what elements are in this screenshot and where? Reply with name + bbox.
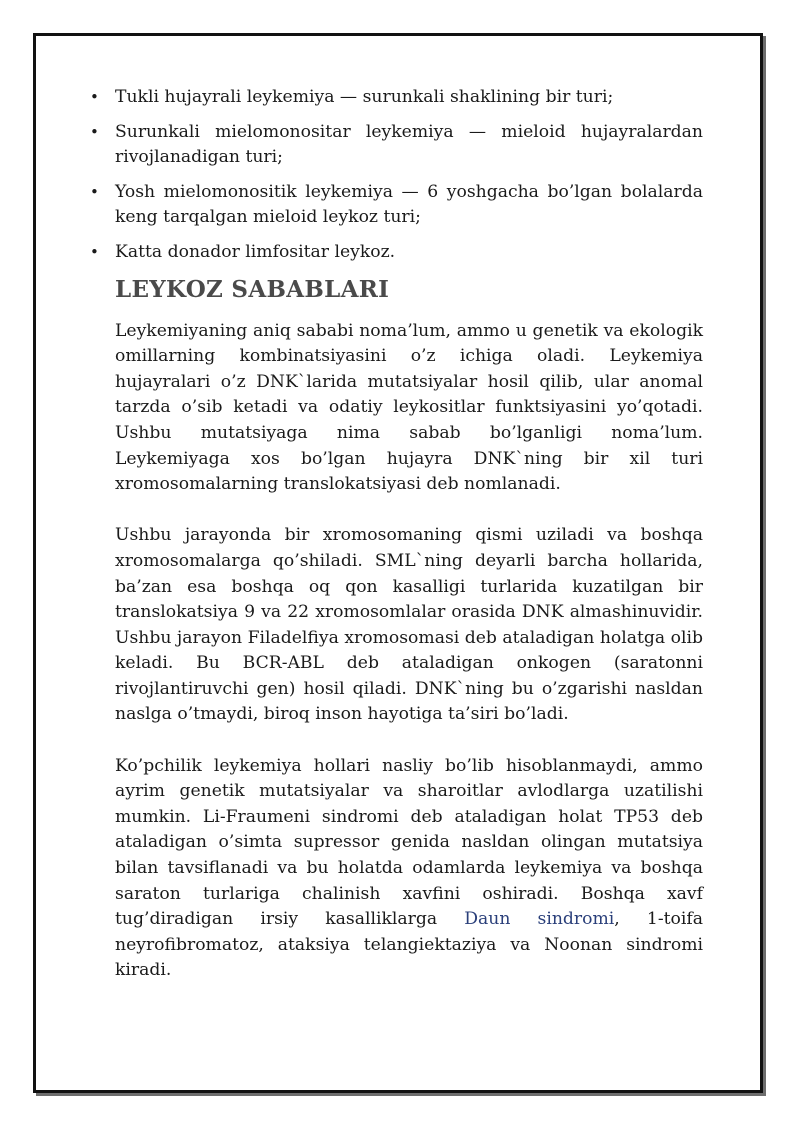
section-heading: LEYKOZ SABABLARI bbox=[115, 275, 390, 303]
document-body bbox=[90, 85, 704, 1010]
list-item-text: Surunkali mielomonositar leykemiya — mieloid hujayralardan rivojlanadigan turi; bbox=[115, 121, 703, 168]
down-syndrome-link[interactable]: Daun sindromi bbox=[464, 909, 615, 930]
paragraph-causes-intro: Leykemiyaning aniq sababi noma’lum, ammo u genetik va ekologik omillarning kombinatsiyasini o’z ichiga oladi. Leykemiya hujayralari o’z DNK`larida mutatsiyalar hosil qilib, ular anomal tarzda o’sib ketadi va odatiy leykositlar funktsiyasini yo’qotadi. Ushbu mutatsiyaga nima sabab bo’lganligi noma’lum. Leykemiyaga xos bo’lgan hujayra DNK`ning bir xil turi xromosomalarning translokatsiyasi deb nomlanadi. bbox=[115, 320, 703, 495]
paragraph-text: Ko’pchilik leykemiya hollari nasliy bo’lib hisoblanmaydi, ammo ayrim genetik mutatsiyalar va sharoitlar avlodlarga uzatilishi mumkin. Li-Fraumeni sindromi deb ataladigan holat TP53 deb ataladigan o’simta supressor genida nasldan olingan mutatsiya bilan tavsiflanadi va bu holatda odamlarda leykemiya va boshqa saraton turlariga chalinish xavfini oshiradi. Boshqa xavf tug’diradigan irsiy kasalliklarga bbox=[115, 755, 703, 930]
list-item bbox=[90, 180, 703, 231]
list-item-text: Katta donador limfositar leykoz. bbox=[115, 241, 396, 262]
paragraph-heredity bbox=[115, 754, 703, 984]
list-item-text: Yosh mielomonositik leykemiya — 6 yoshgacha bo’lgan bolalarda keng tarqalgan mieloid leykoz turi; bbox=[115, 181, 703, 228]
paragraph-translocation: Ushbu jarayonda bir xromosomaning qismi uziladi va boshqa xromosomalarga qo’shiladi. SML`ning deyarli barcha hollarida, ba’zan esa boshqa oq qon kasalligi turlarida kuzatilgan bir translokatsiya 9 va 22 xromosomlalar orasida DNK almashinuvidir. Ushbu jarayon Filadelfiya xromosomasi deb ataladigan holatga olib keladi. Bu BCR-ABL deb ataladigan onkogen (saratonni rivojlantiruvchi gen) hosil qiladi. DNK`ning bu o’zgarishi nasldan naslga o’tmaydi, biroq inson hayotiga ta’siri bo’ladi. bbox=[115, 525, 703, 725]
bullet-icon: • bbox=[90, 88, 99, 106]
leukemia-types-list bbox=[90, 85, 703, 266]
list-item bbox=[90, 240, 703, 266]
bullet-icon: • bbox=[90, 122, 99, 141]
list-item bbox=[90, 120, 703, 171]
bullet-icon: • bbox=[90, 182, 99, 201]
bullet-icon: • bbox=[90, 242, 99, 261]
list-item-text: Tukli hujayrali leykemiya — surunkali shaklining bir turi; bbox=[115, 87, 614, 107]
paragraph-text: , 1-toifa neyrofibromatoz, ataksiya telangiektaziya va Noonan sindromi kiradi. bbox=[115, 909, 704, 981]
list-item bbox=[90, 85, 703, 111]
